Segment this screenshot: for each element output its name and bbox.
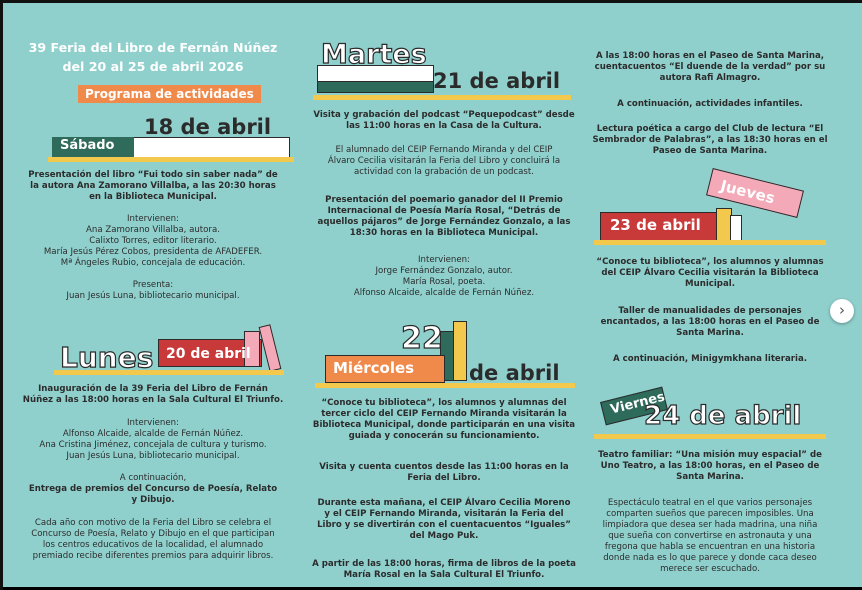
monday-p2-3: premiado recibe diferentes premios para adquirir libros.: [32, 551, 274, 561]
friday-p1-2: Santa Marina.: [676, 472, 744, 482]
saturday-presenta: Juan Jesús Luna, bibliotecario municipal.: [66, 291, 240, 301]
saturday-int-1: Calixto Torres, editor literario.: [89, 236, 217, 246]
date-saturday: 18 de abril: [144, 115, 272, 139]
right-p2: A continuación, actividades infantiles.: [617, 99, 803, 109]
friday-p1-1: Uno Teatro, a las 18:00 horas, en el Paseo de: [600, 461, 820, 471]
right-p1-1: cuentacuentos “El duende de la verdad” por su: [594, 62, 826, 72]
next-button[interactable]: [830, 299, 854, 323]
monday-p2-0: Cada año con motivo de la Feria del Libro se celebra el: [34, 518, 272, 528]
thursday-p2-1: encantados, a las 18:00 horas en el Paseo de: [600, 317, 820, 327]
saturday-p1-1: la autora Ana Zamorano Villalba, a las 20:30 horas: [30, 181, 276, 191]
right-p1-0: A las 18:00 horas en el Paseo de Santa Marina,: [595, 51, 825, 61]
friday-p2-5: donde nada es lo que parece y donde caca deseo: [603, 553, 817, 563]
wednesday-p4-0: A partir de las 18:00 horas, firma de libros de la poeta: [312, 559, 576, 569]
saturday-p1-0: Presentación del libro “Fui todo sin saber nada” de: [28, 170, 278, 180]
monday-int-1: Ana Cristina Jiménez, concejala de cultura y turismo.: [39, 440, 267, 450]
thursday-p3: A continuación, Minigymkhana literaria.: [612, 354, 808, 364]
wednesday-p3-0: Durante esta mañana, el CEIP Álvaro Cecilia Moreno: [317, 498, 571, 508]
monday-int-0: Alfonso Alcaide, alcalde de Fernán Núñez.: [62, 429, 244, 439]
thursday-p1-0: “Conoce tu biblioteca”, los alumnos y alumnas: [596, 257, 824, 267]
day-friday: Viernes: [609, 389, 667, 418]
date-num-wednesday: 22: [401, 321, 443, 356]
column-right: [590, 3, 830, 590]
wednesday-p3-3: del Mago Puk.: [409, 531, 479, 541]
monday-p1-1: Núñez a las 18:00 horas en la Sala Cultural El Triunfo.: [22, 395, 284, 405]
right-p3-1: Sembrador de Palabras”, a las 18:30 horas en el: [592, 135, 828, 145]
wednesday-p1-3: guiada y conocerán su funcionamiento.: [348, 431, 540, 441]
day-saturday: Sábado: [60, 138, 115, 153]
tuesday-p1-1: las 11:00 horas en la Casa de la Cultura.: [346, 121, 542, 131]
tuesday-p2-1: Álvaro Cecilia visitarán la Feria del Libro y concluirá la: [327, 156, 561, 166]
wednesday-p4-1: María Rosal en la Sala Cultural El Triunfo.: [343, 570, 545, 580]
day-monday: Lunes: [60, 341, 154, 374]
right-p3-0: Lectura poética a cargo del Club de lectura “El: [596, 124, 824, 134]
date-tuesday: 21 de abril: [433, 69, 561, 93]
wednesday-p2-0: Visita y cuenta cuentos desde las 11:00 horas en la: [319, 462, 569, 472]
date-wednesday: de abril: [469, 361, 560, 385]
saturday-presenta-label: Presenta:: [132, 280, 174, 290]
right-p3-2: Paseo de Santa Marina.: [652, 146, 768, 156]
thursday-p1-2: Municipal.: [685, 279, 735, 289]
monday-cont-2: y Dibujo.: [131, 495, 175, 505]
day-wednesday: Miércoles: [333, 359, 415, 377]
monday-int-2: Juan Jesús Luna, bibliotecario municipal.: [66, 451, 240, 461]
program-tag: Programa de actividades: [78, 85, 261, 103]
saturday-int-0: Ana Zamorano Villalba, autora.: [86, 225, 220, 235]
book-white-small: [730, 215, 742, 241]
wednesday-p1-2: Biblioteca Municipal, donde participarán en una visita: [312, 420, 576, 430]
friday-p2-1: comparten sueños que parecen imposibles. Una: [606, 509, 814, 519]
friday-p2-6: merece ser escuchado.: [660, 564, 760, 574]
saturday-p1-2: en la Biblioteca Municipal.: [89, 192, 217, 202]
day-tuesday: Martes: [321, 39, 427, 70]
thursday-p2-0: Taller de manualidades de personajes: [618, 306, 802, 316]
shelf: [594, 434, 826, 439]
column-middle: [305, 3, 583, 590]
book-green: [317, 81, 434, 93]
column-left: [8, 3, 298, 590]
wednesday-p1-0: “Conoce tu biblioteca”, los alumnos y alumnas del: [321, 398, 567, 408]
monday-cont-1: Entrega de premios del Concurso de Poesía, Relato: [28, 484, 278, 494]
tuesday-p3-3: 18:30 horas en la Biblioteca Municipal.: [349, 228, 539, 238]
book-yellow-tall: [453, 321, 467, 381]
right-p1-2: autora Rafi Almagro.: [659, 73, 761, 83]
tuesday-int-2: Alfonso Alcaide, alcalde de Fernán Núñez.: [353, 288, 535, 298]
tuesday-int-0: Jorge Fernández Gonzalo, autor.: [375, 266, 513, 276]
saturday-intervienen: Intervienen:: [126, 214, 179, 224]
tuesday-p2-0: El alumnado del CEIP Fernando Miranda y del CEIP: [335, 145, 553, 155]
thursday-p2-2: Santa Marina.: [676, 328, 744, 338]
wednesday-p1-1: tercer ciclo del CEIP Fernando Miranda visitarán la: [321, 409, 567, 419]
monday-intervienen: Intervienen:: [126, 418, 179, 428]
monday-cont-0: A continuación,: [119, 473, 187, 483]
tuesday-intervienen: Intervienen:: [417, 255, 470, 265]
friday-p1-0: Teatro familiar: “Una misión muy espacial” de: [598, 450, 822, 460]
day-thursday: Jueves: [718, 176, 777, 208]
friday-p2-0: Espectáculo teatral en el que varios personajes: [607, 498, 813, 508]
date-friday: 24 de abril: [644, 401, 802, 431]
date-thursday: 23 de abril: [610, 216, 701, 234]
fair-title: 39 Feria del Libro de Fernán Núñez: [28, 40, 278, 55]
wednesday-p2-1: Feria del Libro.: [407, 473, 481, 483]
tuesday-p2-2: actividad con la grabación de un podcast.: [353, 167, 535, 177]
tuesday-p3-0: Presentación del poemario ganador del II Premio: [325, 195, 563, 205]
date-monday: 20 de abril: [166, 346, 251, 362]
chevron-right-icon: ›: [839, 301, 845, 319]
saturday-int-3: Mª Ángeles Rubio, concejala de educación.: [60, 258, 246, 268]
left-edge: [0, 3, 3, 590]
monday-p2-2: los centros educativos de la localidad, el alumnado: [42, 540, 264, 550]
tuesday-p3-1: Internacional de Poesía María Rosal, “Detrás de: [327, 206, 561, 216]
tuesday-p3-2: aquellos pájaros” de Jorge Fernández Gonzalo, a las: [317, 217, 571, 227]
saturday-int-2: María Jesús Pérez Cobos, presidenta de AFADEFER.: [43, 247, 263, 257]
shelf: [313, 95, 571, 100]
friday-p2-2: limpiadora que desea ser hada madrina, una niña: [602, 520, 818, 530]
wednesday-p3-1: y el CEIP Fernando Miranda, visitarán la Feria del: [324, 509, 564, 519]
monday-p1-0: Inauguración de la 39 Feria del Libro de Fernán: [38, 384, 268, 394]
shelf: [48, 157, 294, 162]
thursday-p1-1: del CEIP Álvaro Cecilia visitarán la Biblioteca: [601, 268, 819, 278]
friday-p2-3: que sueña con convertirse en astronauta y una: [608, 531, 812, 541]
monday-p2-1: Concurso de Poesía, Relato y Dibujo en el que participan: [31, 529, 275, 539]
book-leaning: [259, 324, 282, 372]
wednesday-p3-2: Libro y se divertirán con el cuentacuentos “Iguales”: [317, 520, 571, 530]
friday-p2-4: fregona que habla se encuentran en una historia: [604, 542, 816, 552]
fair-dates: del 20 al 25 de abril 2026: [62, 59, 244, 74]
tuesday-p1-0: Visita y grabación del podcast “Pequepodcast” desde: [313, 110, 575, 120]
tuesday-int-1: María Rosal, poeta.: [402, 277, 486, 287]
shelf: [594, 240, 826, 245]
